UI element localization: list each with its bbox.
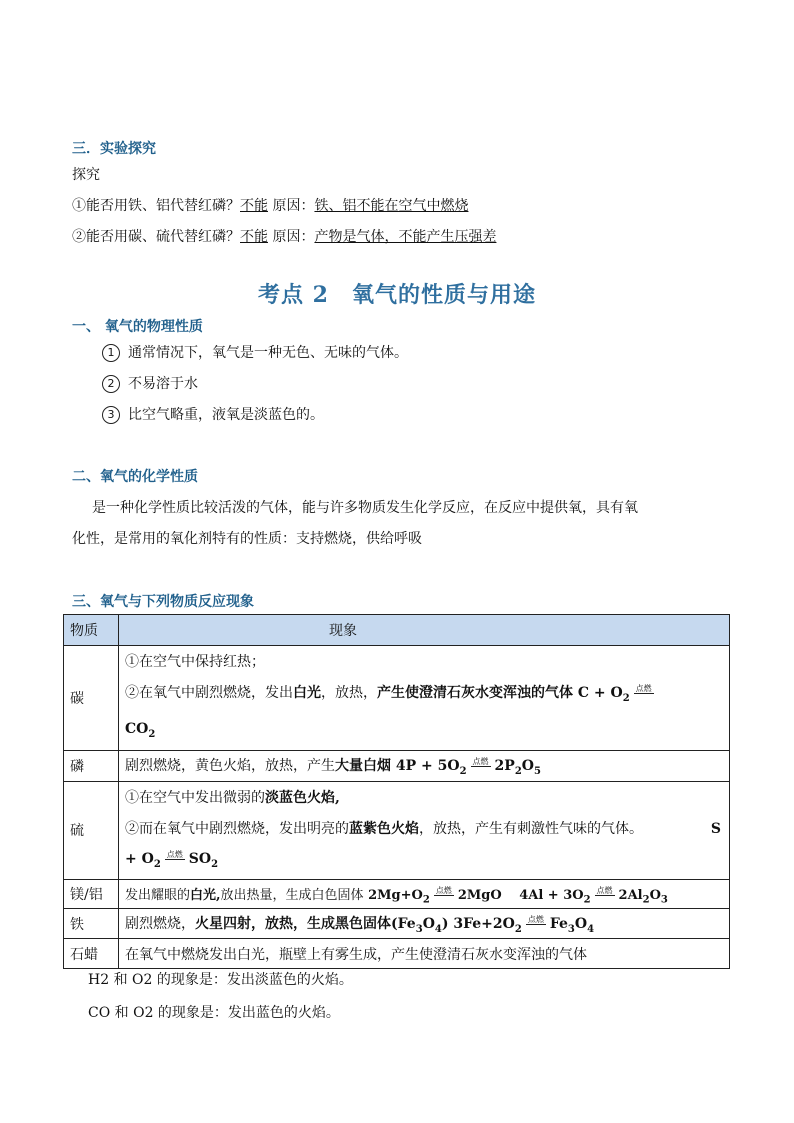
substance-phosphorus: 磷 xyxy=(64,750,119,781)
q1-answer: 不能 xyxy=(240,198,268,214)
chemical-heading: 二、氧气的化学性质 xyxy=(72,469,198,485)
phenomenon-paraffin: 在氧气中燃烧发出白光，瓶壁上有雾生成，产生使澄清石灰水变浑浊的气体 xyxy=(119,939,730,969)
carbon-line-3: $CO_2$ xyxy=(125,720,156,740)
phenomenon-sulfur xyxy=(119,781,730,880)
condition-mark: 点燃 xyxy=(635,684,652,693)
phenomenon-magnesium-aluminum: 发出耀眼的白光,放出热量，生成白色固体 $2Mg+O_2$点燃 2MgO $4Al + 3O_2$点燃 $2Al_2O_3$ xyxy=(119,880,730,909)
q2-reason-label: 原因： xyxy=(268,229,315,245)
reactions-table xyxy=(63,614,730,969)
physical-item-text: 不易溶于水 xyxy=(128,376,198,392)
phenomenon-iron: 剧烈燃烧，火星四射，放热，生成黑色固体$(Fe_3O_4)$ $3Fe+2O_2$点燃 $Fe_3O_4$ xyxy=(119,909,730,939)
table-row xyxy=(64,939,730,969)
table-row xyxy=(64,909,730,939)
page-title: 考点 2 氧气的性质与用途 xyxy=(258,282,536,308)
physical-item-1 xyxy=(102,342,408,362)
phenomenon-phosphorus: 剧烈燃烧，黄色火焰，放热，产生大量白烟 $4P + 5O_2$点燃 $2P_2O_5$ xyxy=(119,750,730,781)
circled-number: 3 xyxy=(102,406,120,424)
substance-iron: 铁 xyxy=(64,909,119,939)
q2-reason: 产物是气体，不能产生压强差 xyxy=(314,229,497,245)
physical-item-text: 比空气略重，液氧是淡蓝色的。 xyxy=(128,407,324,423)
condition-mark: 点燃 xyxy=(596,885,613,895)
physical-item-3 xyxy=(102,404,324,424)
condition-mark: 点燃 xyxy=(527,914,544,924)
table-row xyxy=(64,646,730,751)
physical-item-2 xyxy=(102,373,198,393)
question-1 xyxy=(72,195,468,215)
condition-mark: 点燃 xyxy=(166,849,183,859)
reactions-heading: 三、氧气与下列物质反应现象 xyxy=(72,594,254,610)
q1-reason: 铁、铝不能在空气中燃烧 xyxy=(314,198,469,214)
carbon-line-1: ①在空气中保持红热； xyxy=(125,654,265,670)
chemical-paragraph-line2: 化性，是常用的氧化剂特有的性质：支持燃烧，供给呼吸 xyxy=(72,531,422,547)
circled-number: 2 xyxy=(102,375,120,393)
substance-carbon: 碳 xyxy=(64,646,119,751)
sulfur-line-1: ①在空气中发出微弱的淡蓝色火焰, xyxy=(125,789,340,806)
carbon-line-2: ②在氧气中剧烈燃烧，发出白光，放热，产生使澄清石灰水变浑浊的气体 $C + O_2$点燃 xyxy=(125,684,652,704)
sulfur-line-2: ②而在氧气中剧烈燃烧，发出明亮的蓝紫色火焰，放热，产生有刺激性气味的气体。 S xyxy=(125,820,721,837)
condition-mark: 点燃 xyxy=(472,756,489,766)
question-2 xyxy=(72,226,496,246)
sulfur-line-3: + $O_2$点燃 $SO_2$ xyxy=(125,849,219,870)
circled-number: 1 xyxy=(102,344,120,362)
note-h2: H2 和 O2 的现象是：发出淡蓝色的火焰。 xyxy=(88,972,353,988)
note-co: CO 和 O2 的现象是：发出蓝色的火焰。 xyxy=(88,1005,340,1021)
substance-sulfur: 硫 xyxy=(64,781,119,880)
physical-heading: 一、 氧气的物理性质 xyxy=(72,319,203,335)
q2-answer: 不能 xyxy=(240,229,268,245)
phenomenon-carbon xyxy=(119,646,730,751)
substance-magnesium-aluminum: 镁/铝 xyxy=(64,880,119,909)
table-header-row xyxy=(64,615,730,646)
header-phenomenon: 现象 xyxy=(119,615,730,646)
physical-item-text: 通常情况下，氧气是一种无色、无味的气体。 xyxy=(128,345,408,361)
experiment-heading: 三．实验探究 xyxy=(72,141,156,157)
q1-reason-label: 原因： xyxy=(268,198,315,214)
condition-mark: 点燃 xyxy=(435,885,452,895)
header-substance: 物质 xyxy=(64,615,119,646)
substance-paraffin: 石蜡 xyxy=(64,939,119,969)
q2-text: ②能否用碳、硫代替红磷？ xyxy=(72,229,240,245)
chemical-paragraph-line1: 是一种化学性质比较活泼的气体，能与许多物质发生化学反应，在反应中提供氧，具有氧 xyxy=(92,500,638,516)
q1-text: ①能否用铁、铝代替红磷？ xyxy=(72,198,240,214)
table-row xyxy=(64,750,730,781)
explore-label: 探究 xyxy=(72,167,100,183)
table-row xyxy=(64,880,730,909)
table-row xyxy=(64,781,730,880)
